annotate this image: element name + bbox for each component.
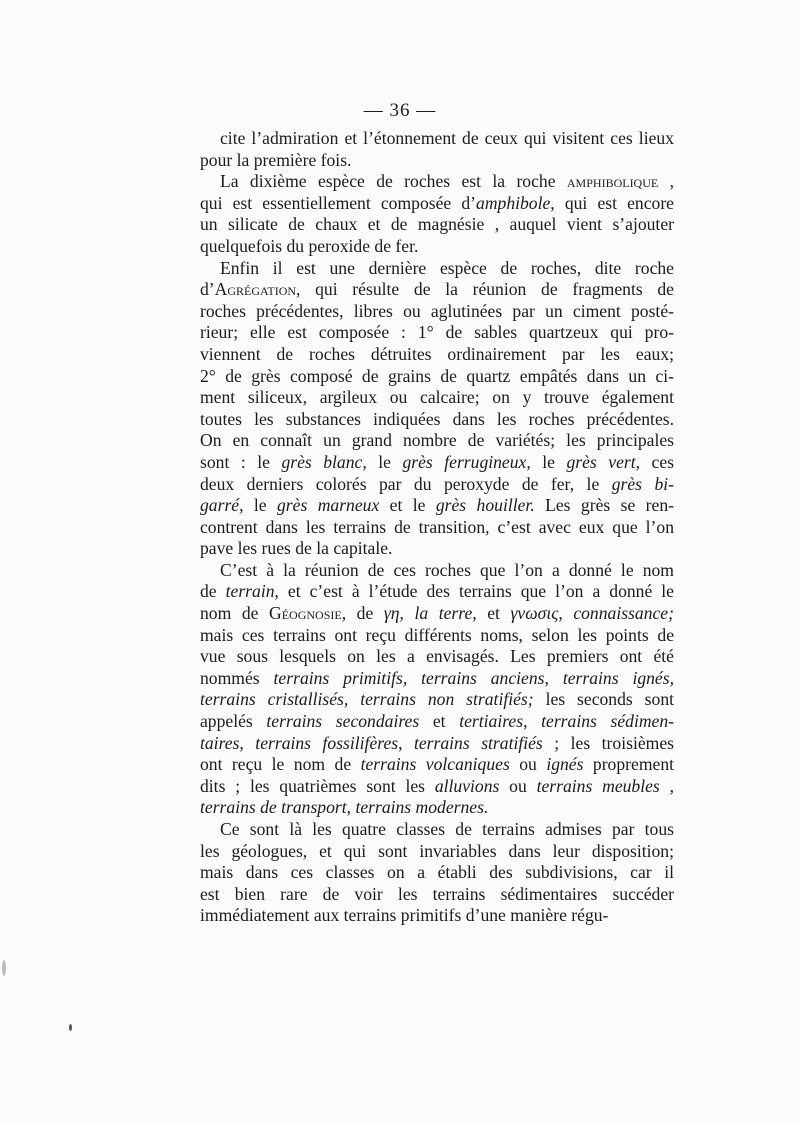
paper-speck <box>2 960 6 976</box>
text-line <box>200 797 674 819</box>
text-segment: terrains modernes. <box>355 797 489 818</box>
text-segment: ont reçu le nom de <box>200 754 361 775</box>
text-segment: Agrégation <box>214 279 297 300</box>
text-segment: et le <box>379 495 436 516</box>
text-segment: roches précédentes, libres ou aglutinées par un ciment posté- <box>200 300 674 321</box>
text-segment: 2° de grès composé de grains de quartz empâtés dans un ci- <box>200 365 674 386</box>
text-line <box>200 322 674 344</box>
text-segment: qui est essentiellement composée d’ <box>200 192 477 213</box>
text-segment: terrains sédimen- <box>541 711 675 732</box>
text-segment: alluvions <box>434 775 500 796</box>
text-segment: grès ferrugineux, <box>402 451 531 472</box>
text-line <box>200 733 674 755</box>
text-line <box>200 862 674 884</box>
text-segment: amphibole <box>476 192 551 213</box>
text-segment: amphibolique <box>566 171 659 192</box>
text-line <box>200 517 674 539</box>
text-segment: La dixième espèce de roches est la roche <box>220 171 567 192</box>
text-segment: les seconds sont <box>533 689 674 710</box>
text-segment: quelquefois du peroxide de fer. <box>200 235 419 256</box>
text-segment: un silicate de chaux et de magnésie , auquel vient s’ajouter <box>200 214 674 235</box>
text-line <box>200 776 674 798</box>
text-segment: , <box>346 797 356 818</box>
text-segment: d’ <box>200 279 215 300</box>
text-segment: le <box>366 451 403 472</box>
text-segment: On en connaît un grand nombre de variétés; les principales <box>200 430 674 451</box>
text-segment: C’est à la réunion de ces roches que l’on a donné le nom <box>220 559 674 580</box>
text-segment: grès bi- <box>611 473 674 494</box>
text-line <box>200 430 674 452</box>
text-line <box>200 603 674 625</box>
text-segment: Enfin il est une dernière espèce de roches, dite roche <box>220 257 674 278</box>
text-line <box>200 171 674 193</box>
text-line <box>200 258 674 280</box>
text-segment: rieur; elle est composée : 1° de sables quartzeux qui pro- <box>200 322 674 343</box>
text-line <box>200 646 674 668</box>
text-segment: γη, la terre, <box>383 603 477 624</box>
text-line <box>200 754 674 776</box>
text-line <box>200 214 674 236</box>
text-segment: toutes les substances indiquées dans les roches précédentes. <box>200 408 674 429</box>
text-segment: γνωσις, connaissance; <box>510 603 674 624</box>
text-segment: terrains primitifs, terrains anciens, terrains ignés, <box>273 667 674 688</box>
text-segment: le <box>243 495 277 516</box>
text-segment: sont : le <box>200 451 282 472</box>
text-segment: grès blanc, <box>281 451 367 472</box>
text-segment: le <box>530 451 567 472</box>
text-segment: deux derniers colorés par du peroxyde de fer, le <box>200 473 612 494</box>
text-segment: grès houiller. <box>435 495 535 516</box>
text-line <box>200 474 674 496</box>
text-segment: appelés <box>200 711 267 732</box>
text-segment: ; les troisièmes <box>542 732 674 753</box>
text-line <box>200 193 674 215</box>
text-segment: proprement <box>583 754 674 775</box>
text-segment: nom de <box>200 603 270 624</box>
text-line <box>200 236 674 258</box>
text-line <box>200 819 674 841</box>
page-number: — 36 — <box>363 100 437 121</box>
text-segment: , qui est encore <box>550 192 674 213</box>
body-text <box>200 128 674 927</box>
text-segment: Les grès se ren- <box>534 495 675 516</box>
text-segment: taires, terrains fossilifères, terrains stratifiés <box>200 732 543 753</box>
text-line <box>200 344 674 366</box>
text-line <box>200 279 674 301</box>
text-segment: ou <box>499 775 537 796</box>
text-segment: tertiaires <box>459 711 524 732</box>
text-segment: pave les rues de la capitale. <box>200 538 393 559</box>
text-line <box>200 711 674 733</box>
text-line <box>200 689 674 711</box>
text-line <box>200 581 674 603</box>
text-segment: , qui résulte de la réunion de fragments de <box>296 279 674 300</box>
text-line <box>200 366 674 388</box>
text-line <box>200 668 674 690</box>
text-line <box>200 495 674 517</box>
text-segment: et <box>476 603 511 624</box>
text-line <box>200 150 674 172</box>
text-segment: viennent de roches détruites ordinairement par les eaux; <box>200 343 674 364</box>
text-segment: , <box>658 171 674 192</box>
text-line <box>200 905 674 927</box>
text-segment: grès marneux <box>277 495 380 516</box>
text-segment: terrains secondaires <box>266 711 420 732</box>
text-segment: cite l’admiration et l’étonnement de ceux qui visitent ces lieux <box>220 128 674 148</box>
text-line <box>200 560 674 582</box>
text-line <box>200 841 674 863</box>
text-segment: , <box>523 711 542 732</box>
text-segment: immédiatement aux terrains primitifs d’une manière régu- <box>200 905 609 926</box>
text-line <box>200 452 674 474</box>
text-segment: , de <box>341 603 384 624</box>
text-segment: ou <box>509 754 547 775</box>
text-segment: ment siliceux, argileux ou calcaire; on y trouve également <box>200 387 674 408</box>
text-segment: , ces <box>635 451 675 472</box>
text-line <box>200 128 674 150</box>
text-segment: Ce sont là les quatre classes de terrains admises par tous <box>220 819 674 839</box>
text-segment: terrains volcaniques <box>360 754 510 775</box>
text-segment: garré, <box>200 495 244 516</box>
text-segment: , <box>659 775 674 796</box>
text-segment: de <box>200 581 226 602</box>
paper-speck <box>69 1024 72 1031</box>
text-segment: , et c’est à l’étude des terrains que l’on a donné le <box>274 581 674 602</box>
text-segment: contrent dans les terrains de transition, c’est avec eux que l’on <box>200 516 674 537</box>
text-segment: terrains de transport <box>200 797 347 818</box>
text-segment: terrains cristallisés, terrains non stratifiés; <box>200 689 534 710</box>
text-segment: dits ; les quatrièmes sont les <box>200 775 435 796</box>
text-segment: pour la première fois. <box>200 149 352 170</box>
text-segment: grès vert <box>566 451 636 472</box>
text-segment: nommés <box>200 667 274 688</box>
text-segment: terrain <box>225 581 275 602</box>
text-line <box>200 409 674 431</box>
text-segment: est bien rare de voir les terrains sédimentaires succéder <box>200 883 674 904</box>
text-segment: mais ces terrains ont reçu différents noms, selon les points de <box>200 624 674 645</box>
text-line <box>200 538 674 560</box>
text-segment: terrains meubles <box>536 775 660 796</box>
text-segment: vue sous lesquels on les a envisagés. Les premiers ont été <box>200 646 674 667</box>
text-segment: Géognosie <box>269 603 342 624</box>
text-segment: mais dans ces classes on a établi des subdivisions, car il <box>200 862 674 883</box>
text-segment: les géologues, et qui sont invariables dans leur disposition; <box>200 840 674 861</box>
text-segment: et <box>419 711 460 732</box>
text-line <box>200 884 674 906</box>
text-line <box>200 387 674 409</box>
text-line <box>200 625 674 647</box>
text-line <box>200 301 674 323</box>
text-segment: ignés <box>546 754 584 775</box>
